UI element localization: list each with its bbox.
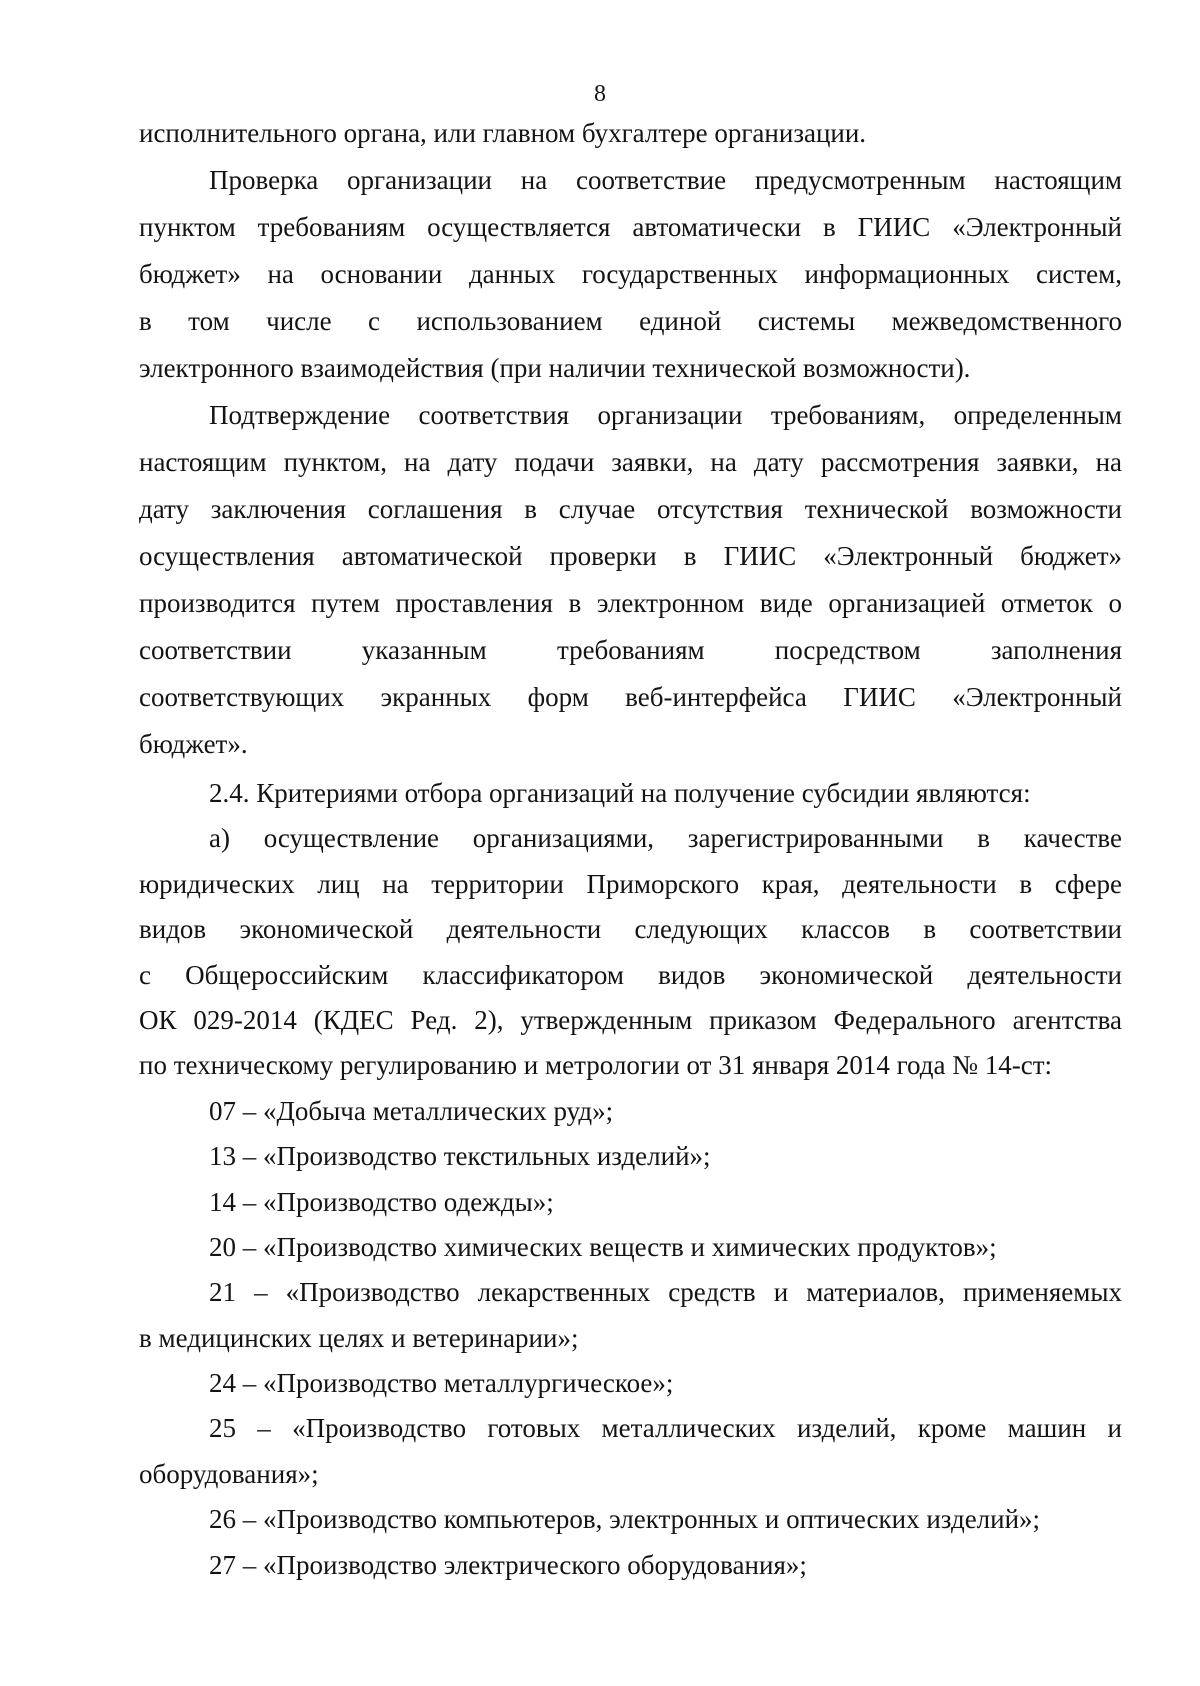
text-line: дату заключения соглашения в случае отсутствия технической возможности — [139, 494, 1122, 524]
text-line: 14 – «Производство одежды»; — [209, 1186, 554, 1217]
text-line: настоящим пунктом, на дату подачи заявки, на дату рассмотрения заявки, на — [139, 447, 1122, 477]
text-line: с Общероссийским классификатором видов экономической деятельности — [139, 959, 1122, 990]
text-line: в медицинских целях и ветеринарии»; — [139, 1322, 579, 1353]
text-line: Подтверждение соответствия организации требованиям, определенным — [209, 400, 1122, 430]
text-line: по техническому регулированию и метрологии от 31 января 2014 года № 14-ст: — [139, 1050, 1053, 1081]
text-line: соответствующих экранных форм веб-интерфейса ГИИС «Электронный — [139, 682, 1122, 712]
text-line: исполнительного органа, или главном бухгалтере организации. — [139, 118, 867, 148]
text-line: 25 – «Производство готовых металлических изделий, кроме машин и — [209, 1413, 1122, 1444]
text-line: осуществления автоматической проверки в ГИИС «Электронный бюджет» — [139, 541, 1122, 571]
text-line: пунктом требованиям осуществляется автоматически в ГИИС «Электронный — [139, 212, 1122, 242]
text-line: соответствии указанным требованиям посредством заполнения — [139, 635, 1122, 665]
text-line: 20 – «Производство химических веществ и химических продуктов»; — [209, 1231, 997, 1262]
text-line: бюджет». — [139, 729, 248, 759]
text-line: электронного взаимодействия (при наличии технической возможности). — [139, 353, 971, 383]
text-line: юридических лиц на территории Приморского края, деятельности в сфере — [139, 868, 1122, 899]
text-line: 27 – «Производство электрического оборудования»; — [209, 1549, 807, 1580]
text-line: в том числе с использованием единой системы межведомственного — [139, 306, 1122, 336]
text-line: ОК 029-2014 (КДЕС Ред. 2), утвержденным приказом Федерального агентства — [139, 1004, 1122, 1035]
document-body-bottom — [139, 770, 1122, 1587]
text-line: 13 – «Производство текстильных изделий»; — [209, 1141, 711, 1172]
text-line: а) осуществление организациями, зарегистрированными в качестве — [209, 823, 1122, 854]
text-line: оборудования»; — [139, 1458, 319, 1489]
page-number: 8 — [594, 81, 606, 107]
text-line: 24 – «Производство металлургическое»; — [209, 1368, 674, 1399]
text-line: видов экономической деятельности следующих классов в соответствии — [139, 914, 1122, 945]
text-line: бюджет» на основании данных государственных информационных систем, — [139, 259, 1122, 289]
text-line: 2.4. Критериями отбора организаций на получение субсидии являются: — [209, 778, 1031, 808]
text-line: 07 – «Добыча металлических руд»; — [209, 1095, 614, 1126]
text-line: 26 – «Производство компьютеров, электронных и оптических изделий»; — [209, 1504, 1041, 1535]
text-line: Проверка организации на соответствие предусмотренным настоящим — [209, 165, 1122, 195]
document-body-top — [139, 110, 1122, 768]
text-line: производится путем проставления в электронном виде организацией отметок о — [139, 588, 1122, 618]
text-line: 21 – «Производство лекарственных средств и материалов, применяемых — [209, 1277, 1122, 1308]
